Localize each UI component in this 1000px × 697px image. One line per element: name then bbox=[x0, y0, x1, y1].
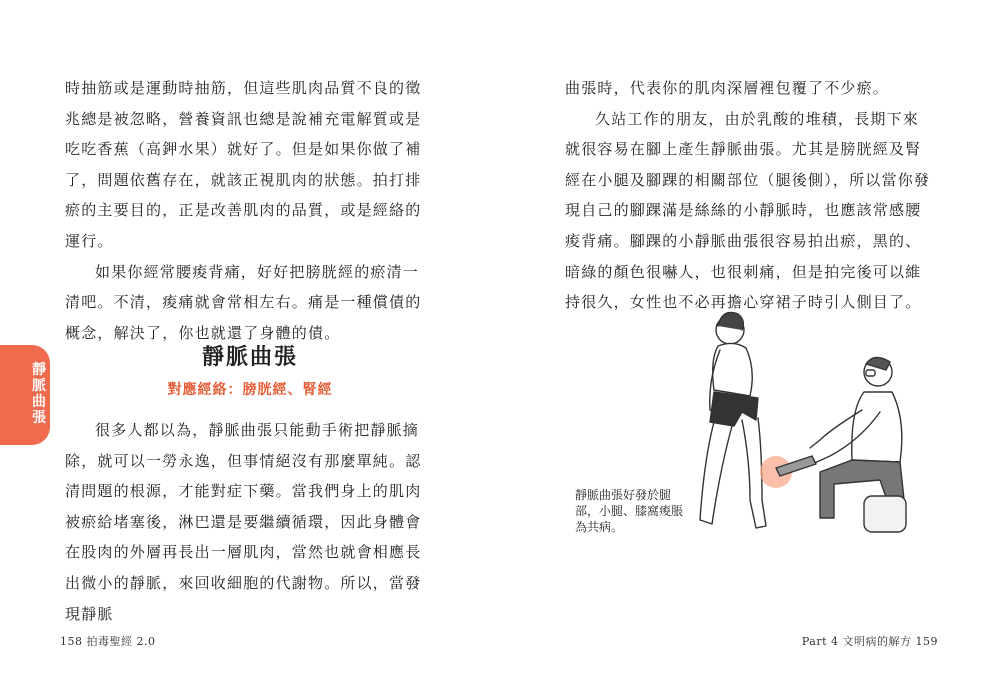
left-bottom-text bbox=[65, 415, 435, 629]
paragraph: 曲張時，代表你的肌肉深層裡包覆了不少瘀。 bbox=[565, 79, 890, 97]
right-footer: Part 4 文明病的解方 159 bbox=[801, 635, 938, 648]
paragraph: 如果你經常腰痠背痛，好好把膀胱經的瘀清一清吧。不清，痠痛就會常相左右。痛是一種償債的概念，解決了，你也就還了身體的債。 bbox=[65, 262, 422, 342]
woman-leg-back bbox=[700, 422, 732, 524]
left-top-text bbox=[65, 73, 435, 348]
side-tab-label: 靜脈曲張 bbox=[32, 362, 46, 426]
figure-caption: 靜脈曲張好發於腿部，小腿、膝窩痠脹為共病。 bbox=[575, 488, 684, 534]
woman-shorts bbox=[710, 392, 758, 426]
section-title: 靜脈曲張 bbox=[201, 344, 298, 370]
right-text bbox=[565, 73, 935, 318]
paragraph: 久站工作的朋友，由於乳酸的堆積，長期下來就很容易在腳上產生靜脈曲張。尤其是膀胱經及腎經在小腿及腳踝的相關部位（腿後側），所以當你發現自己的腳踝滿是絲絲的小靜脈時，也應該常感腰痠背痛。腳踝的小靜脈曲張很容易拍出瘀，黑的、暗綠的顏色很嚇人，也很刺痛，但是拍完後可以維持很久，女性也不必再擔心穿裙子時引人側目了。 bbox=[565, 109, 931, 312]
paragraph: 時抽筋或是運動時抽筋，但這些肌肉品質不良的徵兆總是被忽略，營養資訊也總是說補充電解質或是吃吃香蕉（高鉀水果）就好了。但是如果你做了補了，問題依舊存在，就該正視肌肉的狀態。拍打排瘀的主要目的，正是改善肌肉的品質，或是經絡的運行。 bbox=[65, 79, 422, 250]
illustration bbox=[680, 300, 920, 540]
left-footer: 158 拍毒聖經 2.0 bbox=[60, 635, 156, 648]
woman-shirt bbox=[713, 343, 753, 396]
paragraph: 很多人都以為，靜脈曲張只能動手術把靜脈摘除，就可以一勞永逸，但事情絕沒有那麼單純。認清問題的根源，才能對症下藥。當我們身上的肌肉被瘀給堵塞後，淋巴還是要繼續循環，因此身體會在股肉的外層再長出一層肌肉，當然也就會相應長出微小的靜脈，來回收細胞的代謝物。所以，當發現靜脈 bbox=[65, 421, 422, 623]
stool bbox=[864, 496, 906, 532]
section-subtitle: 對應經絡：膀胱經、腎經 bbox=[167, 382, 333, 398]
man-shirt bbox=[852, 392, 902, 462]
